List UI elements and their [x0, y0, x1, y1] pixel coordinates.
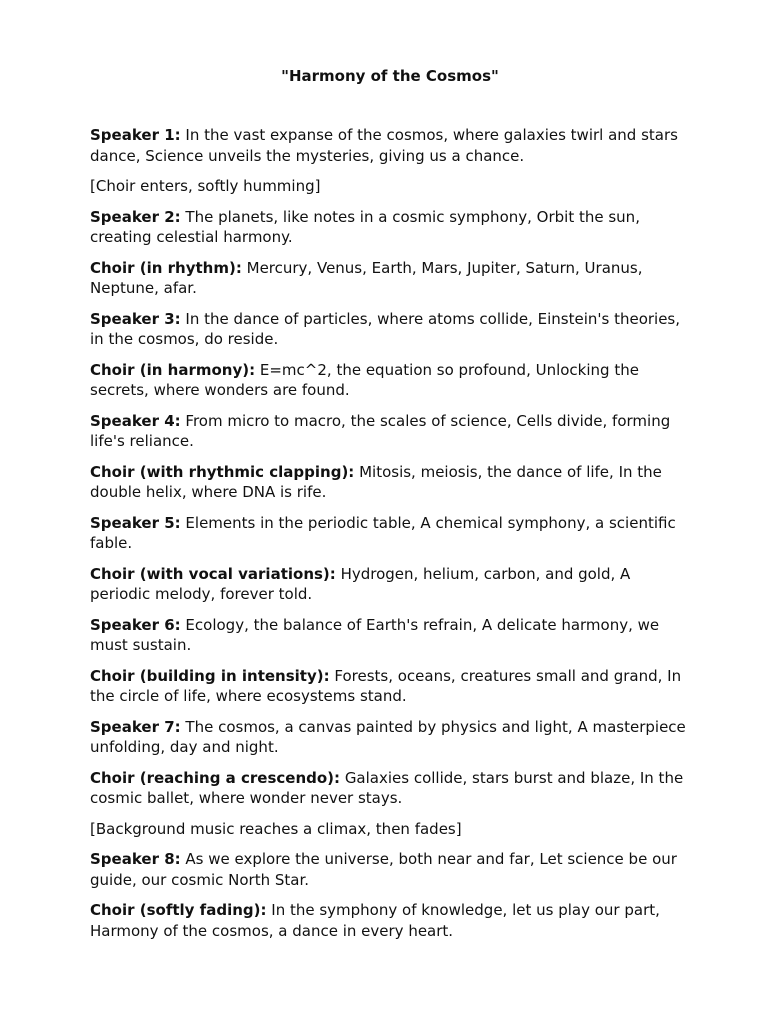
document-page	[90, 66, 690, 951]
line-text: Mitosis, meiosis, the dance of life, In the double helix, where DNA is rife.	[90, 462, 662, 501]
stage-direction	[90, 819, 690, 840]
line-text: In the vast expanse of the cosmos, where galaxies twirl and stars dance, Science unveils the mysteries, giving us a chance.	[90, 126, 678, 165]
script-line	[90, 666, 690, 707]
speaker-label: Speaker 3:	[90, 309, 181, 328]
line-text: Galaxies collide, stars burst and blaze, In the cosmic ballet, where wonder never stays.	[90, 768, 684, 807]
script-line	[90, 462, 690, 503]
script-line	[90, 258, 690, 299]
speaker-label: Choir (in harmony):	[90, 360, 256, 379]
line-text: From micro to macro, the scales of science, Cells divide, forming life's reliance.	[90, 411, 671, 450]
script-line	[90, 717, 690, 758]
line-text: Forests, oceans, creatures small and grand, In the circle of life, where ecosystems stand.	[90, 666, 682, 705]
speaker-label: Choir (in rhythm):	[90, 258, 242, 277]
script-line	[90, 125, 690, 166]
script-line	[90, 309, 690, 350]
speaker-label: Speaker 1:	[90, 126, 181, 144]
speaker-label: Choir (reaching a crescendo):	[90, 768, 341, 787]
speaker-label: Speaker 7:	[90, 717, 181, 736]
speaker-label: Choir (softly fading):	[90, 901, 267, 919]
script-line	[90, 615, 690, 656]
stage-direction	[90, 176, 690, 197]
speaker-label: Speaker 8:	[90, 850, 181, 868]
line-text: E=mc^2, the equation so profound, Unlocking the secrets, where wonders are found.	[90, 360, 639, 399]
speaker-label: Choir (with rhythmic clapping):	[90, 462, 355, 481]
document-title: "Harmony of the Cosmos"	[281, 67, 499, 85]
script-line	[90, 564, 690, 605]
line-text: Mercury, Venus, Earth, Mars, Jupiter, Saturn, Uranus, Neptune, afar.	[90, 258, 643, 297]
speaker-label: Speaker 2:	[90, 207, 181, 226]
line-text: Ecology, the balance of Earth's refrain, A delicate harmony, we must sustain.	[90, 615, 660, 654]
script-line	[90, 849, 690, 890]
line-text: The planets, like notes in a cosmic symphony, Orbit the sun, creating celestial harmony.	[90, 207, 640, 246]
script-line	[90, 207, 690, 248]
line-text: [Choir enters, softly humming]	[90, 177, 321, 195]
speaker-label: Speaker 4:	[90, 411, 181, 430]
line-text: The cosmos, a canvas painted by physics and light, A masterpiece unfolding, day and night.	[90, 717, 686, 756]
speaker-label: Choir (with vocal variations):	[90, 564, 336, 583]
line-text: [Background music reaches a climax, then fades]	[90, 819, 462, 838]
script-line	[90, 411, 690, 452]
speaker-label: Speaker 6:	[90, 615, 181, 634]
speaker-label: Speaker 5:	[90, 513, 181, 532]
script-line	[90, 768, 690, 809]
script-line	[90, 360, 690, 401]
line-text: Hydrogen, helium, carbon, and gold, A periodic melody, forever told.	[90, 564, 631, 603]
line-text: In the dance of particles, where atoms collide, Einstein's theories, in the cosmos, do reside.	[90, 309, 681, 348]
line-text: In the symphony of knowledge, let us play our part, Harmony of the cosmos, a dance in every heart.	[90, 901, 660, 940]
script-line	[90, 513, 690, 554]
line-text: Elements in the periodic table, A chemical symphony, a scientific fable.	[90, 513, 676, 552]
speaker-label: Choir (building in intensity):	[90, 666, 330, 685]
script-line	[90, 900, 690, 941]
line-text: As we explore the universe, both near and far, Let science be our guide, our cosmic North Star.	[90, 850, 677, 889]
